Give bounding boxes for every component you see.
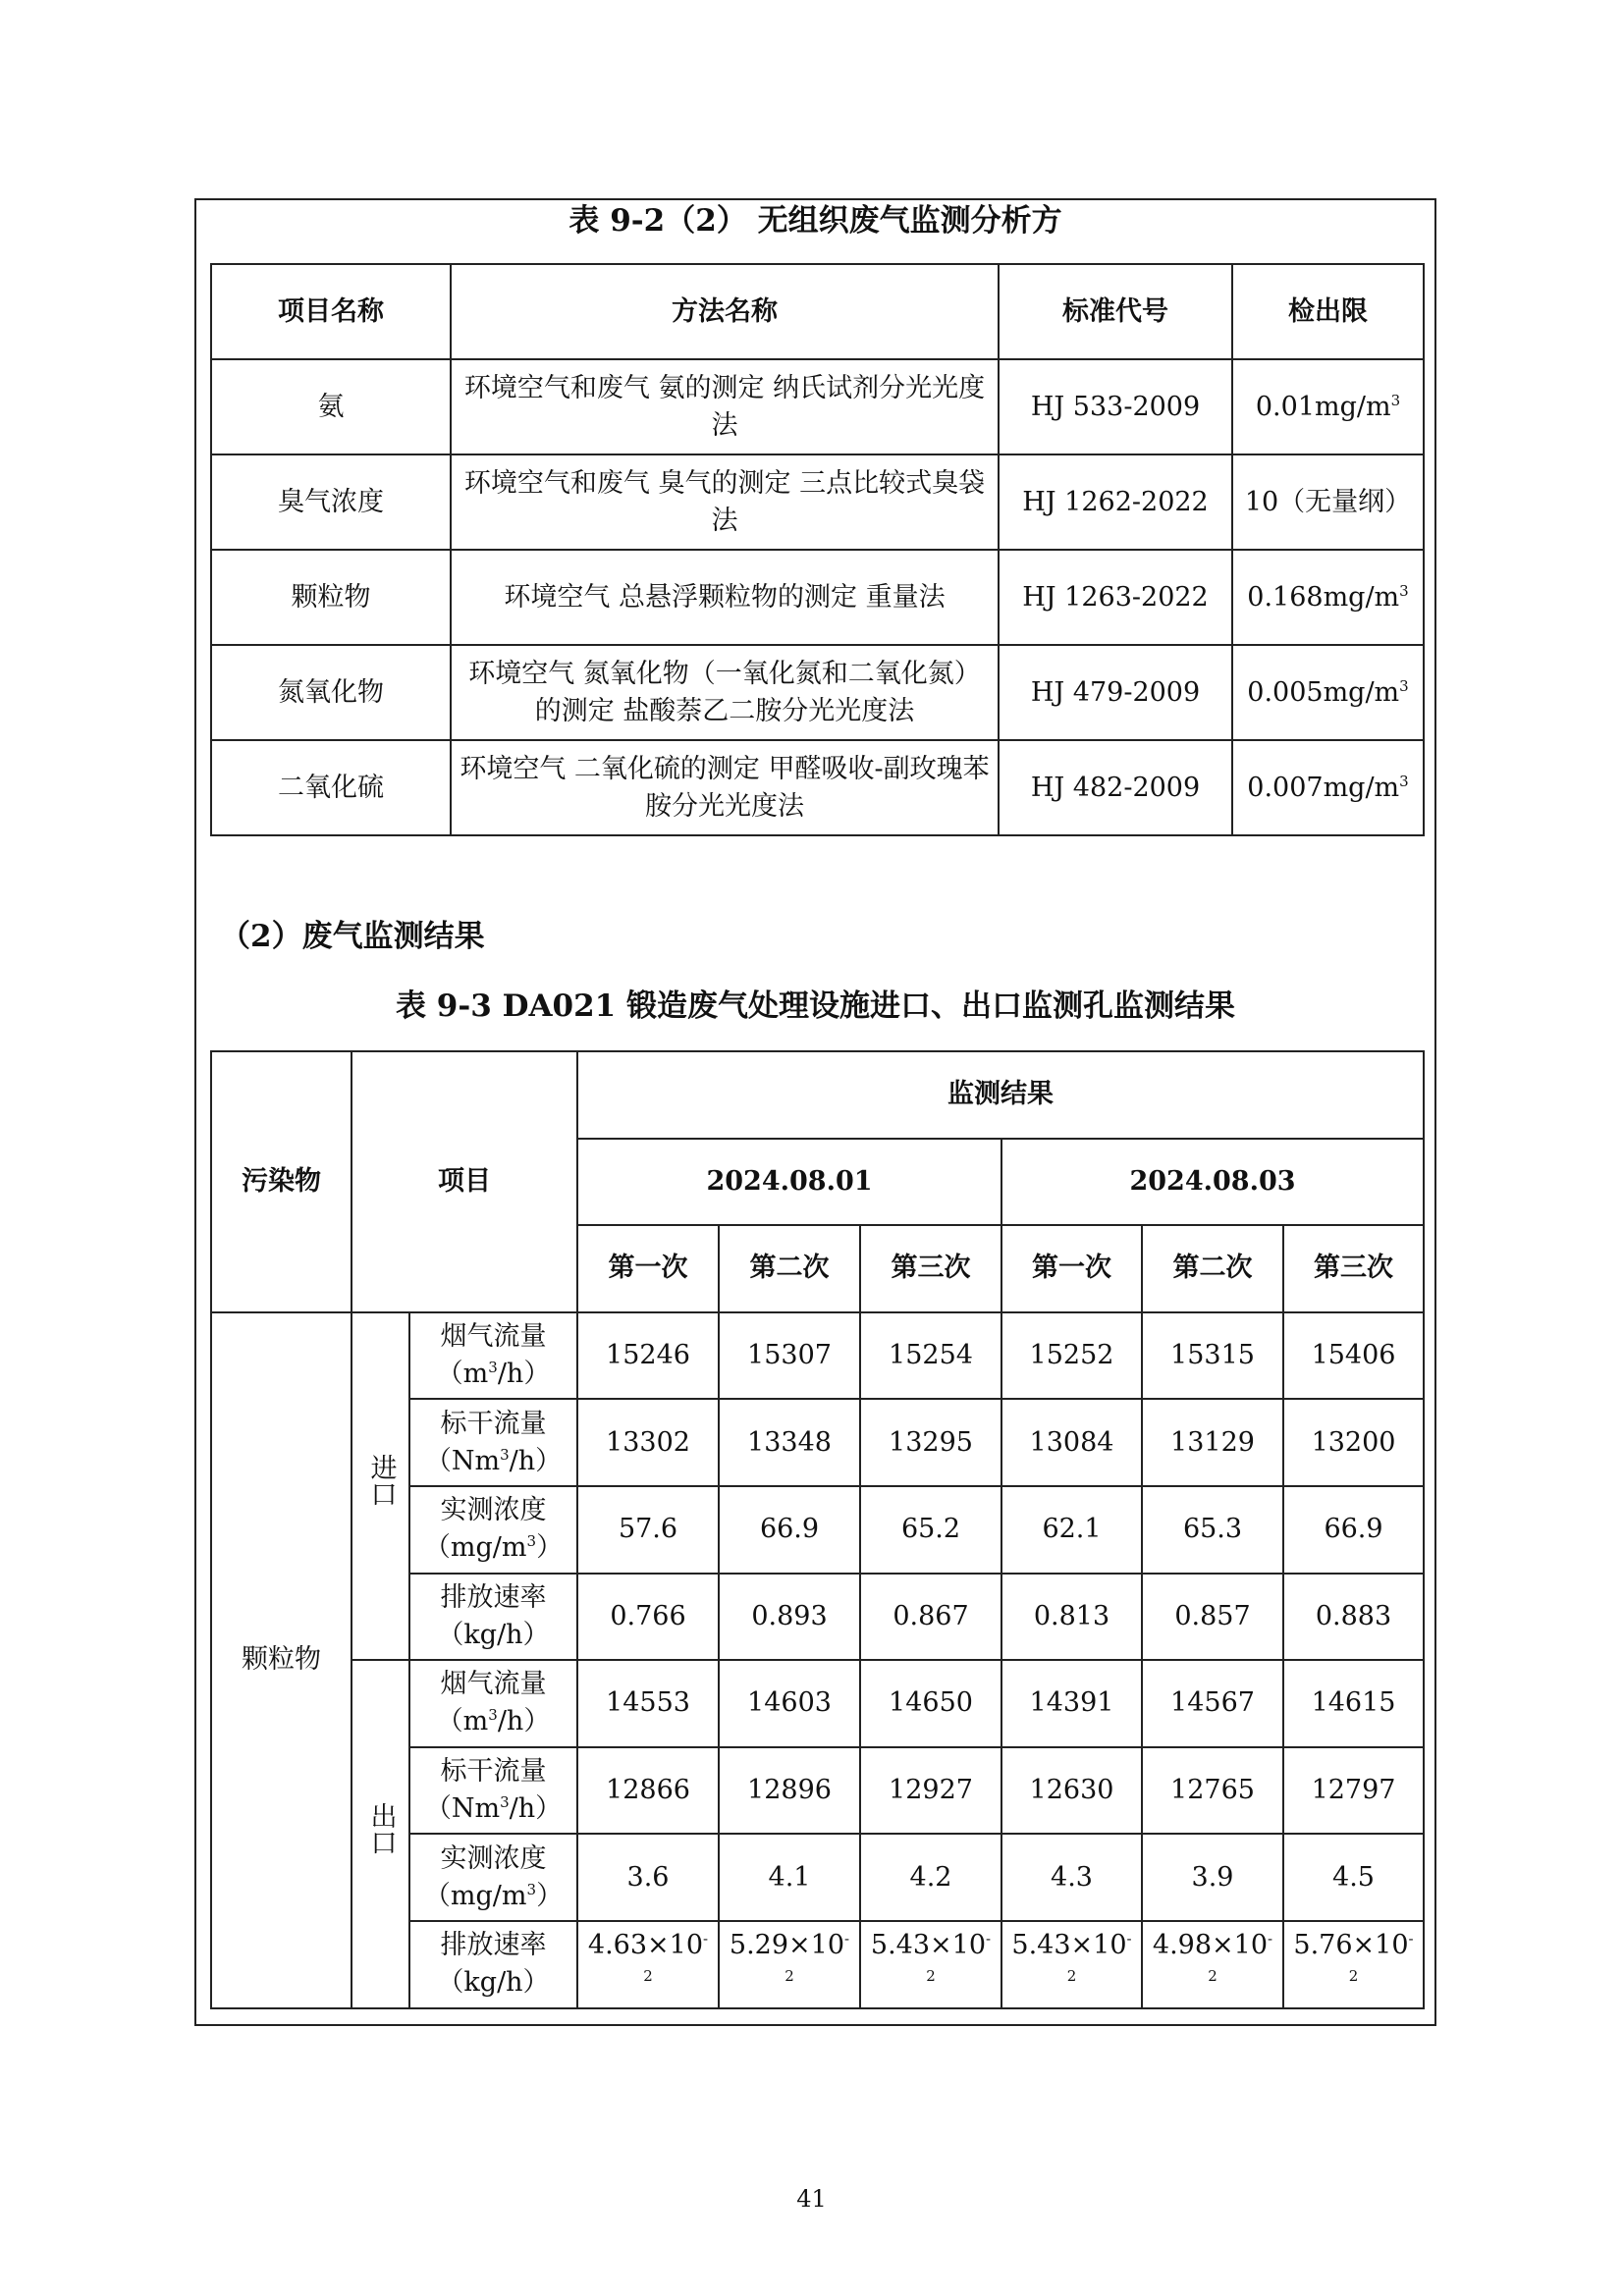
- value-cell: 13129: [1142, 1399, 1283, 1486]
- table-row: [211, 550, 1424, 645]
- header-item: 项目: [352, 1051, 577, 1312]
- value-cell: 0.893: [719, 1574, 860, 1661]
- value-cell: 14615: [1283, 1660, 1424, 1747]
- outlet-label: 出口: [352, 1660, 409, 2007]
- method-cell: 环境空气 二氧化硫的测定 甲醛吸收-副玫瑰苯胺分光光度法: [451, 740, 999, 835]
- value-cell: 14553: [577, 1660, 719, 1747]
- header-method: 方法名称: [451, 264, 999, 359]
- standard-cell: HJ 482-2009: [999, 740, 1232, 835]
- method-cell: 环境空气和废气 臭气的测定 三点比较式臭袋法: [451, 454, 999, 550]
- header-standard: 标准代号: [999, 264, 1232, 359]
- standard-cell: HJ 1262-2022: [999, 454, 1232, 550]
- header-pollutant: 污染物: [211, 1051, 352, 1312]
- value-cell: 12927: [860, 1747, 1001, 1835]
- method-cell: 环境空气 氮氧化物（一氧化氮和二氧化氮）的测定 盐酸萘乙二胺分光光度法: [451, 645, 999, 740]
- value-cell: 14603: [719, 1660, 860, 1747]
- value-cell: $4.63\times 10^{-2}$: [577, 1921, 719, 2008]
- item-cell: 颗粒物: [211, 550, 451, 645]
- value-cell: 15246: [577, 1312, 719, 1400]
- value-cell: $5.43\times 10^{-2}$: [860, 1921, 1001, 2008]
- header-run: 第二次: [719, 1225, 860, 1312]
- param-cell: 标干流量 （Nm$^3$/h）: [409, 1747, 577, 1835]
- value-cell: 15307: [719, 1312, 860, 1400]
- value-cell: 57.6: [577, 1486, 719, 1574]
- table-row: [211, 1312, 1424, 1400]
- param-cell: 标干流量 （Nm$^3$/h）: [409, 1399, 577, 1486]
- value-cell: 66.9: [1283, 1486, 1424, 1574]
- standard-cell: HJ 1263-2022: [999, 550, 1232, 645]
- standard-cell: HJ 533-2009: [999, 359, 1232, 454]
- page-number: 41: [796, 2185, 827, 2213]
- param-cell: 烟气流量 $(m^3/h)$: [409, 1660, 577, 1747]
- header-run: 第三次: [860, 1225, 1001, 1312]
- header-run: 第一次: [577, 1225, 719, 1312]
- table-header-row: [211, 264, 1424, 359]
- inlet-label: 进口: [352, 1312, 409, 1660]
- param-cell: 实测浓度 $(mg/m^3)$: [409, 1486, 577, 1574]
- value-cell: 13302: [577, 1399, 719, 1486]
- value-cell: 14567: [1142, 1660, 1283, 1747]
- value-cell: 12896: [719, 1747, 860, 1835]
- value-cell: 13295: [860, 1399, 1001, 1486]
- value-cell: 12765: [1142, 1747, 1283, 1835]
- value-cell: $4.98\times 10^{-2}$: [1142, 1921, 1283, 2008]
- table-row: [211, 740, 1424, 835]
- value-cell: 66.9: [719, 1486, 860, 1574]
- param-cell: 实测浓度 $(mg/m^3)$: [409, 1834, 577, 1921]
- item-cell: 氮氧化物: [211, 645, 451, 740]
- value-cell: 15252: [1001, 1312, 1142, 1400]
- value-cell: 65.2: [860, 1486, 1001, 1574]
- header-run: 第三次: [1283, 1225, 1424, 1312]
- limit-cell: $0.168mg/m^3$: [1232, 550, 1424, 645]
- header-results: 监测结果: [577, 1051, 1424, 1139]
- value-cell: 4.1: [719, 1834, 860, 1921]
- table-9-2-title: 表 9-2（2） 无组织废气监测分析方: [568, 203, 1062, 239]
- header-run: 第二次: [1142, 1225, 1283, 1312]
- value-cell: 13200: [1283, 1399, 1424, 1486]
- item-cell: 二氧化硫: [211, 740, 451, 835]
- header-row-1: [211, 1051, 1424, 1139]
- param-cell: 烟气流量 $(m^3/h)$: [409, 1312, 577, 1400]
- method-table: [210, 263, 1425, 836]
- standard-cell: HJ 479-2009: [999, 645, 1232, 740]
- table-row: [211, 1660, 1424, 1747]
- value-cell: $5.43\times 10^{-2}$: [1001, 1921, 1142, 2008]
- value-cell: 13084: [1001, 1399, 1142, 1486]
- header-date-2: 2024.08.03: [1001, 1139, 1424, 1226]
- pollutant-cell: 颗粒物: [211, 1312, 352, 2008]
- header-item: 项目名称: [211, 264, 451, 359]
- item-cell: 氨: [211, 359, 451, 454]
- method-cell: 环境空气和废气 氨的测定 纳氏试剂分光光度法: [451, 359, 999, 454]
- section-heading: （2）废气监测结果: [220, 919, 485, 954]
- value-cell: 4.3: [1001, 1834, 1142, 1921]
- value-cell: 0.857: [1142, 1574, 1283, 1661]
- method-cell: 环境空气 总悬浮颗粒物的测定 重量法: [451, 550, 999, 645]
- value-cell: 14650: [860, 1660, 1001, 1747]
- value-cell: $5.76\times 10^{-2}$: [1283, 1921, 1424, 2008]
- value-cell: 0.813: [1001, 1574, 1142, 1661]
- value-cell: 3.9: [1142, 1834, 1283, 1921]
- value-cell: 15315: [1142, 1312, 1283, 1400]
- value-cell: 12630: [1001, 1747, 1142, 1835]
- limit-cell: $0.007mg/m^3$: [1232, 740, 1424, 835]
- table-9-3-title: 表 9-3 DA021 锻造废气处理设施进口、出口监测孔监测结果: [395, 988, 1236, 1024]
- header-run: 第一次: [1001, 1225, 1142, 1312]
- value-cell: 15254: [860, 1312, 1001, 1400]
- value-cell: 12866: [577, 1747, 719, 1835]
- value-cell: $5.29\times 10^{-2}$: [719, 1921, 860, 2008]
- value-cell: 0.766: [577, 1574, 719, 1661]
- header-date-1: 2024.08.01: [577, 1139, 1001, 1226]
- results-table: [210, 1050, 1425, 2009]
- limit-cell: $0.005mg/m^3$: [1232, 645, 1424, 740]
- value-cell: 12797: [1283, 1747, 1424, 1835]
- item-cell: 臭气浓度: [211, 454, 451, 550]
- value-cell: 4.5: [1283, 1834, 1424, 1921]
- table-row: [211, 454, 1424, 550]
- value-cell: 0.867: [860, 1574, 1001, 1661]
- value-cell: 3.6: [577, 1834, 719, 1921]
- limit-cell: $0.01mg/m^3$: [1232, 359, 1424, 454]
- table-row: [211, 359, 1424, 454]
- value-cell: 62.1: [1001, 1486, 1142, 1574]
- param-cell: 排放速率 （kg/h）: [409, 1921, 577, 2008]
- param-cell: 排放速率 （kg/h）: [409, 1574, 577, 1661]
- value-cell: 14391: [1001, 1660, 1142, 1747]
- value-cell: 0.883: [1283, 1574, 1424, 1661]
- value-cell: 13348: [719, 1399, 860, 1486]
- value-cell: 15406: [1283, 1312, 1424, 1400]
- limit-cell: 10（无量纲）: [1232, 454, 1424, 550]
- table-row: [211, 645, 1424, 740]
- value-cell: 4.2: [860, 1834, 1001, 1921]
- value-cell: 65.3: [1142, 1486, 1283, 1574]
- header-limit: 检出限: [1232, 264, 1424, 359]
